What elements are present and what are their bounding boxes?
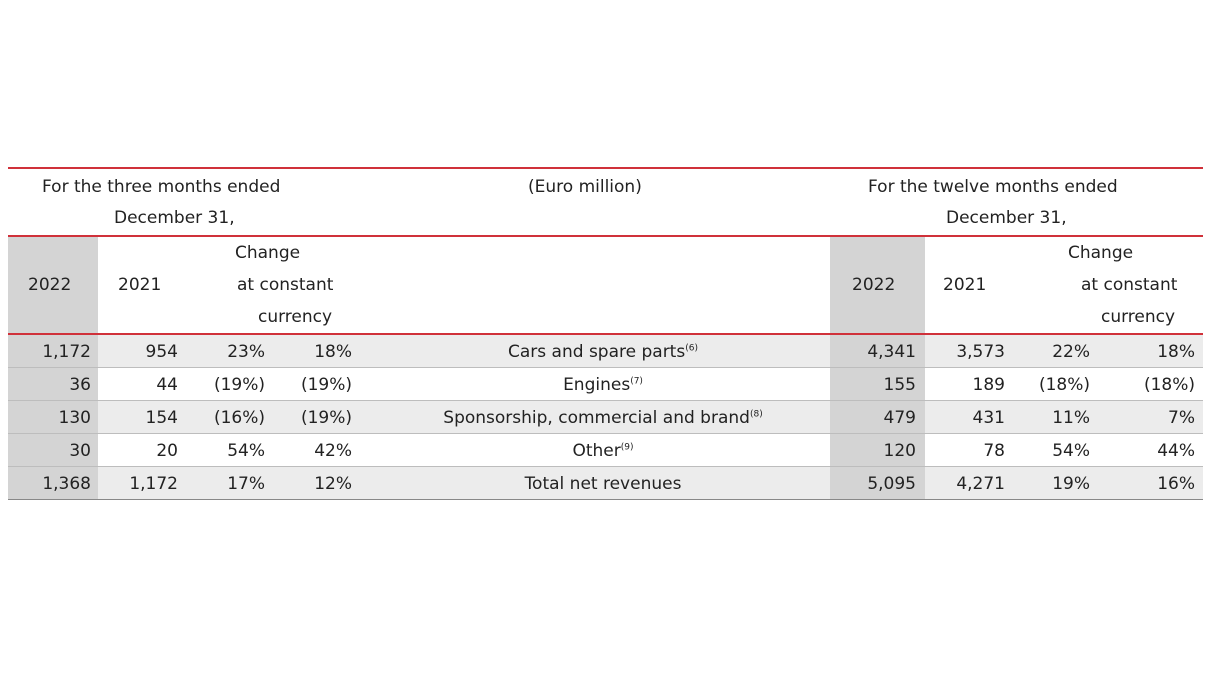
cell: 18%: [1157, 342, 1195, 362]
col-q-2021: 2021: [118, 275, 162, 295]
revenue-table: [8, 167, 1203, 500]
cell: 42%: [314, 441, 352, 461]
col-q-change-2: at constant: [237, 275, 334, 295]
cell: (18%): [1143, 375, 1195, 395]
cell: 30: [69, 441, 91, 461]
cell: 3,573: [956, 342, 1005, 362]
cell: 19%: [1052, 474, 1090, 494]
table-row: [8, 335, 1203, 368]
col-y-change-2: at constant: [1081, 275, 1178, 295]
cell: 479: [883, 408, 916, 428]
cell: (19%): [300, 375, 352, 395]
cell: 12%: [314, 474, 352, 494]
cell: 54%: [227, 441, 265, 461]
cell: 5,095: [867, 474, 916, 494]
row-label: Cars and spare parts$^{(6)}$: [508, 342, 698, 362]
col-q-change-3: currency: [258, 307, 333, 327]
cell: 4,271: [956, 474, 1005, 494]
cell: 17%: [227, 474, 265, 494]
cell: 154: [145, 408, 178, 428]
row-label: Other$^{(9)}$: [572, 441, 634, 461]
cell: 1,368: [42, 474, 91, 494]
row-label: Total net revenues: [524, 474, 682, 494]
cell: 155: [883, 375, 916, 395]
cell: 20: [156, 441, 178, 461]
cell: 54%: [1052, 441, 1090, 461]
cell: 4,341: [867, 342, 916, 362]
cell: (16%): [213, 408, 265, 428]
cell: 11%: [1052, 408, 1090, 428]
cell: 120: [883, 441, 916, 461]
twelve-months-heading: For the twelve months ended: [868, 177, 1118, 197]
table-row: [8, 401, 1203, 434]
table-row: [8, 368, 1203, 401]
period-header: [8, 169, 1203, 235]
column-headers: [8, 237, 1203, 333]
three-months-heading: For the three months ended: [42, 177, 281, 197]
cell: 18%: [314, 342, 352, 362]
row-label: Engines$^{(7)}$: [563, 375, 643, 395]
cell: (19%): [213, 375, 265, 395]
cell: 1,172: [42, 342, 91, 362]
cell: 44: [156, 375, 178, 395]
row-label: Sponsorship, commercial and brand$^{(8)}$: [443, 408, 763, 428]
units-label: (Euro million): [528, 177, 642, 197]
cell: 36: [69, 375, 91, 395]
cell: 189: [972, 375, 1005, 395]
cell: 130: [58, 408, 91, 428]
col-y-2021: 2021: [943, 275, 987, 295]
cell: 1,172: [129, 474, 178, 494]
col-y-change-3: currency: [1101, 307, 1176, 327]
three-months-date: December 31,: [114, 208, 235, 228]
total-row: [8, 467, 1203, 500]
cell: 431: [972, 408, 1005, 428]
cell: 954: [145, 342, 178, 362]
table-row: [8, 434, 1203, 467]
col-q-2022: 2022: [28, 275, 72, 295]
col-q-change-1: Change: [235, 243, 301, 263]
cell: 16%: [1157, 474, 1195, 494]
twelve-months-date: December 31,: [946, 208, 1067, 228]
cell: (19%): [300, 408, 352, 428]
cell: (18%): [1038, 375, 1090, 395]
col-y-2022: 2022: [852, 275, 896, 295]
col-y-change-1: Change: [1068, 243, 1134, 263]
cell: 23%: [227, 342, 265, 362]
cell: 7%: [1168, 408, 1195, 428]
cell: 22%: [1052, 342, 1090, 362]
cell: 44%: [1157, 441, 1195, 461]
cell: 78: [983, 441, 1005, 461]
